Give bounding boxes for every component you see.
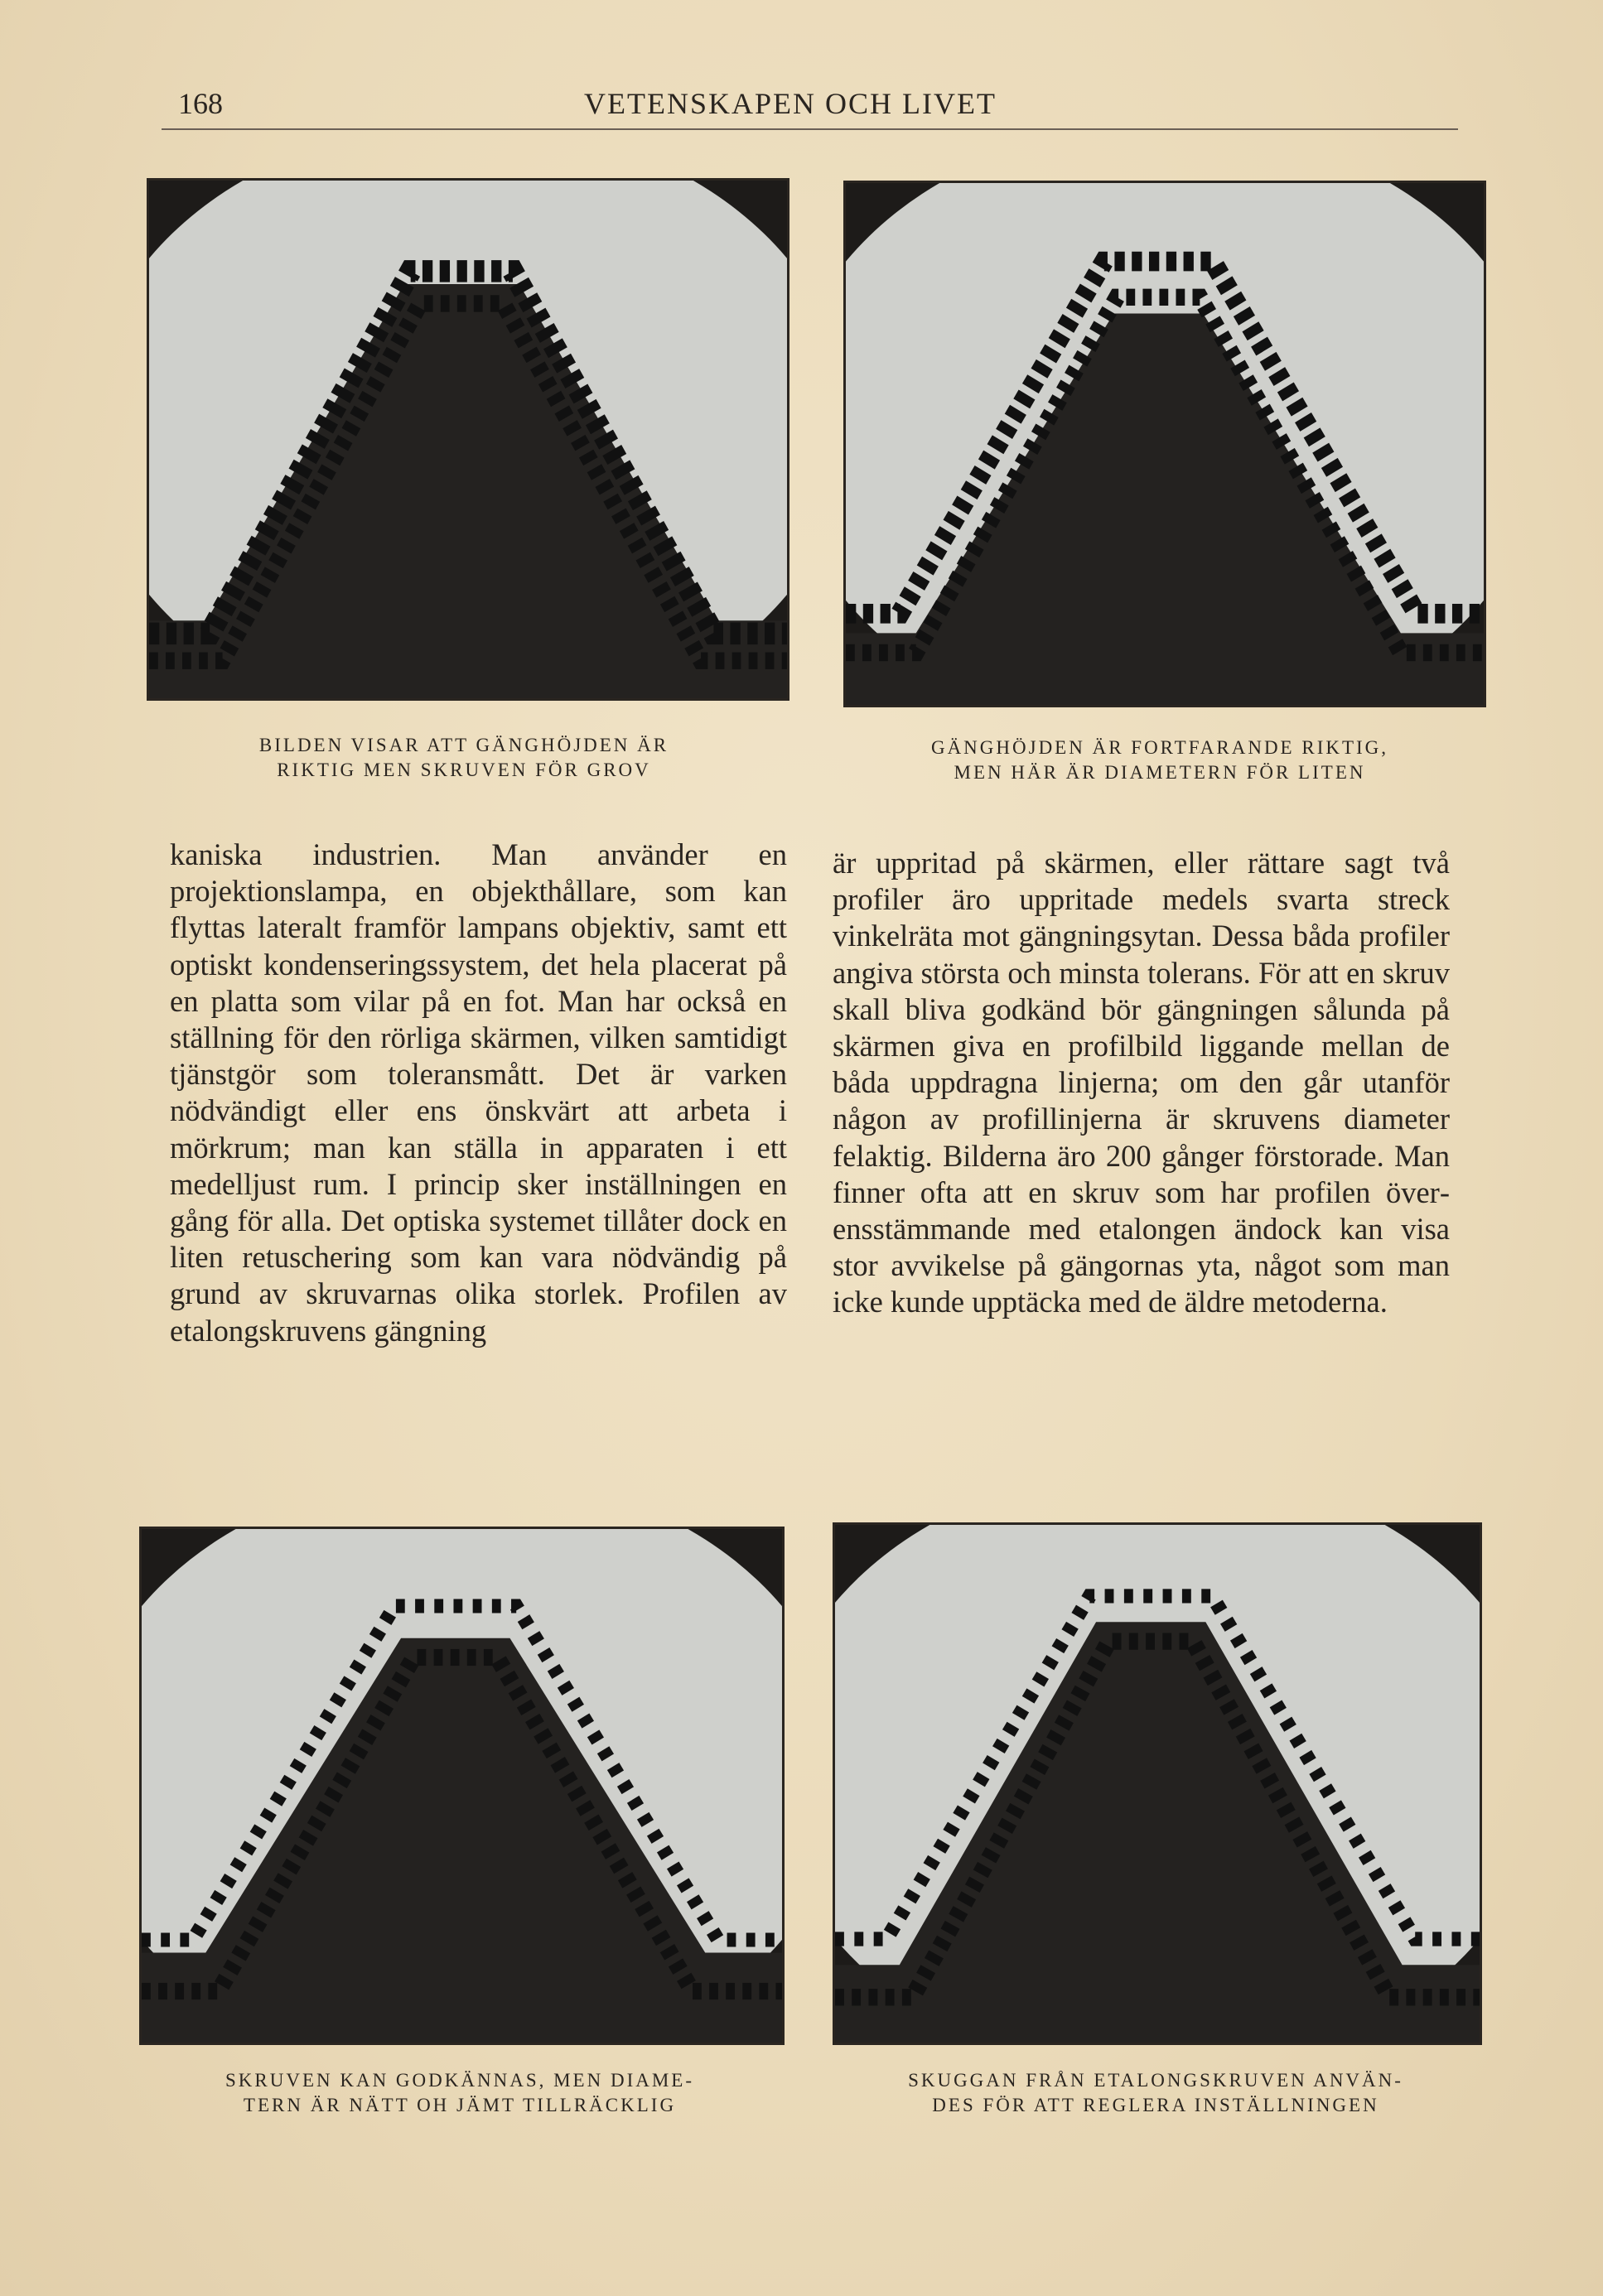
figure-1-caption — [133, 733, 795, 783]
caption-line: GÄNGHÖJDEN ÄR FORTFARANDE RIKTIG, — [930, 737, 1389, 758]
figure-3-photo — [139, 1527, 785, 2045]
caption-line: TERN ÄR NÄTT OH JÄMT TILLRÄCKLIG — [243, 2095, 677, 2115]
page-header — [162, 83, 1458, 130]
body-text-right-column — [833, 845, 1450, 1321]
figure-4-photo — [833, 1522, 1482, 2045]
paragraph: är uppritad på skärmen, eller rättare sagt två profiler äro uppritade medels svarta streck vinkelräta mot gängningsytan. Dessa båda profiler angiva största och minsta tolerans. För att en skruv skall bliva godkänd bör gängningen sålunda på skärmen giva en profilbild liggande mellan de båda uppdragna linjerna; om den går utanför någon av profillinjerna är skruvens diameter felaktig. Bilderna äro 200 gånger förstorade. Man finner ofta att en skruv som har profilen överensstämmande med etalongen ändock kan visa stor avvikelse på gängornas yta, något som man icke kunde upptäcka med de äldre metoderna. — [833, 846, 1450, 1319]
figure-2-caption — [828, 736, 1491, 785]
thread-profile-image — [846, 183, 1484, 705]
figure-3-caption — [124, 2068, 795, 2118]
caption-line: MEN HÄR ÄR DIAMETERN FÖR LITEN — [954, 762, 1366, 783]
running-title: VETENSKAPEN OCH LIVET — [584, 87, 997, 120]
caption-line: BILDEN VISAR ATT GÄNGHÖJDEN ÄR — [258, 735, 669, 755]
figure-2-photo — [843, 181, 1486, 707]
caption-line: SKUGGAN FRÅN ETALONGSKRUVEN ANVÄN- — [908, 2070, 1403, 2091]
figure-4-caption — [820, 2068, 1491, 2118]
thread-profile-image — [142, 1529, 782, 2043]
body-text-left-column — [170, 837, 787, 1349]
thread-profile-image — [149, 181, 787, 698]
caption-line: SKRUVEN KAN GODKÄNNAS, MEN DIAME- — [225, 2070, 695, 2091]
paragraph: kaniska industrien. Man använder en projektionslampa, en objekthållare, som kan flyttas lateralt framför lampans objektiv, samt ett optiskt kondenseringssystem, det hela placerat på en platta som vilar på en fot. Man har också en ställning för den rörliga skärmen, vilken samtidigt tjänstgör som toleransmått. Det är varken nödvändigt eller ens önskvärt att arbeta i mörkrum; man kan ställa in apparaten i ett medelljust rum. I princip sker inställningen en gång för alla. Det optiska systemet tillåter dock en liten retuschering som kan vara nödvändig på grund av skruvarnas olika storlek. Profilen av etalongskruvens gängning — [170, 837, 787, 1348]
figure-1-photo — [147, 178, 789, 701]
page-number: 168 — [178, 87, 223, 120]
caption-line: DES FÖR ATT REGLERA INSTÄLLNINGEN — [932, 2095, 1379, 2115]
caption-line: RIKTIG MEN SKRUVEN FÖR GROV — [277, 760, 651, 780]
thread-profile-image — [835, 1525, 1480, 2043]
